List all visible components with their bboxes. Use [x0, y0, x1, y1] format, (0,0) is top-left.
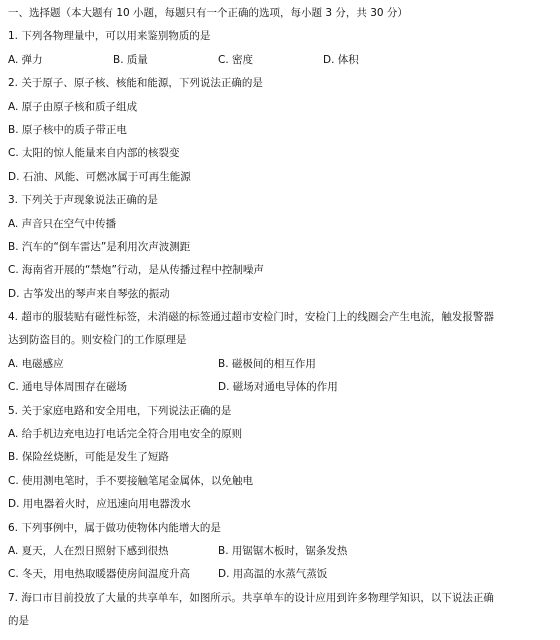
option-d: D. 古筝发出的琴声来自琴弦的振动	[8, 287, 170, 300]
option-d: D. 磁场对通电导体的作用	[218, 381, 338, 394]
question-6-stem: 6. 下列事例中，属于做功使物体内能增大的是	[8, 521, 221, 534]
option-a: A. 原子由原子核和质子组成	[8, 100, 138, 113]
question-1-options	[8, 49, 553, 72]
option-b: B. 磁极间的相互作用	[218, 357, 316, 370]
option-d: D. 用高温的水蒸气蒸饭	[218, 568, 328, 581]
option-c: C. 通电导体周围存在磁场	[8, 381, 128, 394]
option-a: A. 弹力	[8, 53, 43, 66]
question-1-stem: 1. 下列各物理量中，可以用来鉴别物质的是	[8, 30, 211, 43]
question-6-options-row-2	[8, 563, 553, 586]
question-4-stem-line-2: 达到防盗目的。则安检门的工作原理是	[8, 334, 187, 347]
option-b: B. 汽车的“倒车雷达”是利用次声波测距	[8, 240, 191, 253]
question-4-options-row-2	[8, 376, 553, 399]
option-c: C. 使用测电笔时，手不要接触笔尾金属体，以免触电	[8, 474, 254, 487]
option-d: D. 体积	[323, 53, 359, 66]
option-a: A. 夏天，人在烈日照射下感到很热	[8, 544, 169, 557]
option-c: C. 密度	[218, 53, 254, 66]
option-b: B. 质量	[113, 53, 148, 66]
option-a: A. 给手机边充电边打电话完全符合用电安全的原则	[8, 428, 243, 441]
option-b: B. 用锯锯木板时，锯条发热	[218, 544, 348, 557]
question-4-stem-line-1: 4. 超市的服装贴有磁性标签，未消磁的标签通过超市安检门时，安检门上的线圈会产生电流，触发报警器	[8, 311, 494, 324]
question-7-stem-line-1: 7. 海口市目前投放了大量的共享单车，如图所示。共享单车的设计应用到许多物理学知识，以下说法正确	[8, 591, 494, 604]
option-c: C. 太阳的惊人能量来自内部的核裂变	[8, 147, 180, 160]
question-2-stem: 2. 关于原子、原子核、核能和能源，下列说法正确的是	[8, 77, 263, 90]
exam-page	[8, 2, 553, 634]
question-6-options-row-1	[8, 540, 553, 563]
option-a: A. 声音只在空气中传播	[8, 217, 117, 230]
option-b: B. 保险丝烧断，可能是发生了短路	[8, 451, 169, 464]
option-b: B. 原子核中的质子带正电	[8, 123, 127, 136]
option-d: D. 用电器着火时，应迅速向用电器泼水	[8, 498, 191, 511]
question-4-options-row-1	[8, 353, 553, 376]
section-header: 一、选择题（本大题有 10 小题，每题只有一个正确的选项，每小题 3 分，共 30 分）	[8, 7, 408, 19]
option-c: C. 海南省开展的“禁炮”行动，是从传播过程中控制噪声	[8, 264, 264, 277]
question-5-stem: 5. 关于家庭电路和安全用电，下列说法正确的是	[8, 404, 232, 417]
question-3-stem: 3. 下列关于声现象说法正确的是	[8, 194, 158, 207]
option-c: C. 冬天，用电热取暖器使房间温度升高	[8, 568, 191, 581]
question-7-stem-line-2: 的是	[8, 615, 29, 628]
option-a: A. 电磁感应	[8, 357, 64, 370]
option-d: D. 石油、风能、可燃冰属于可再生能源	[8, 170, 191, 183]
